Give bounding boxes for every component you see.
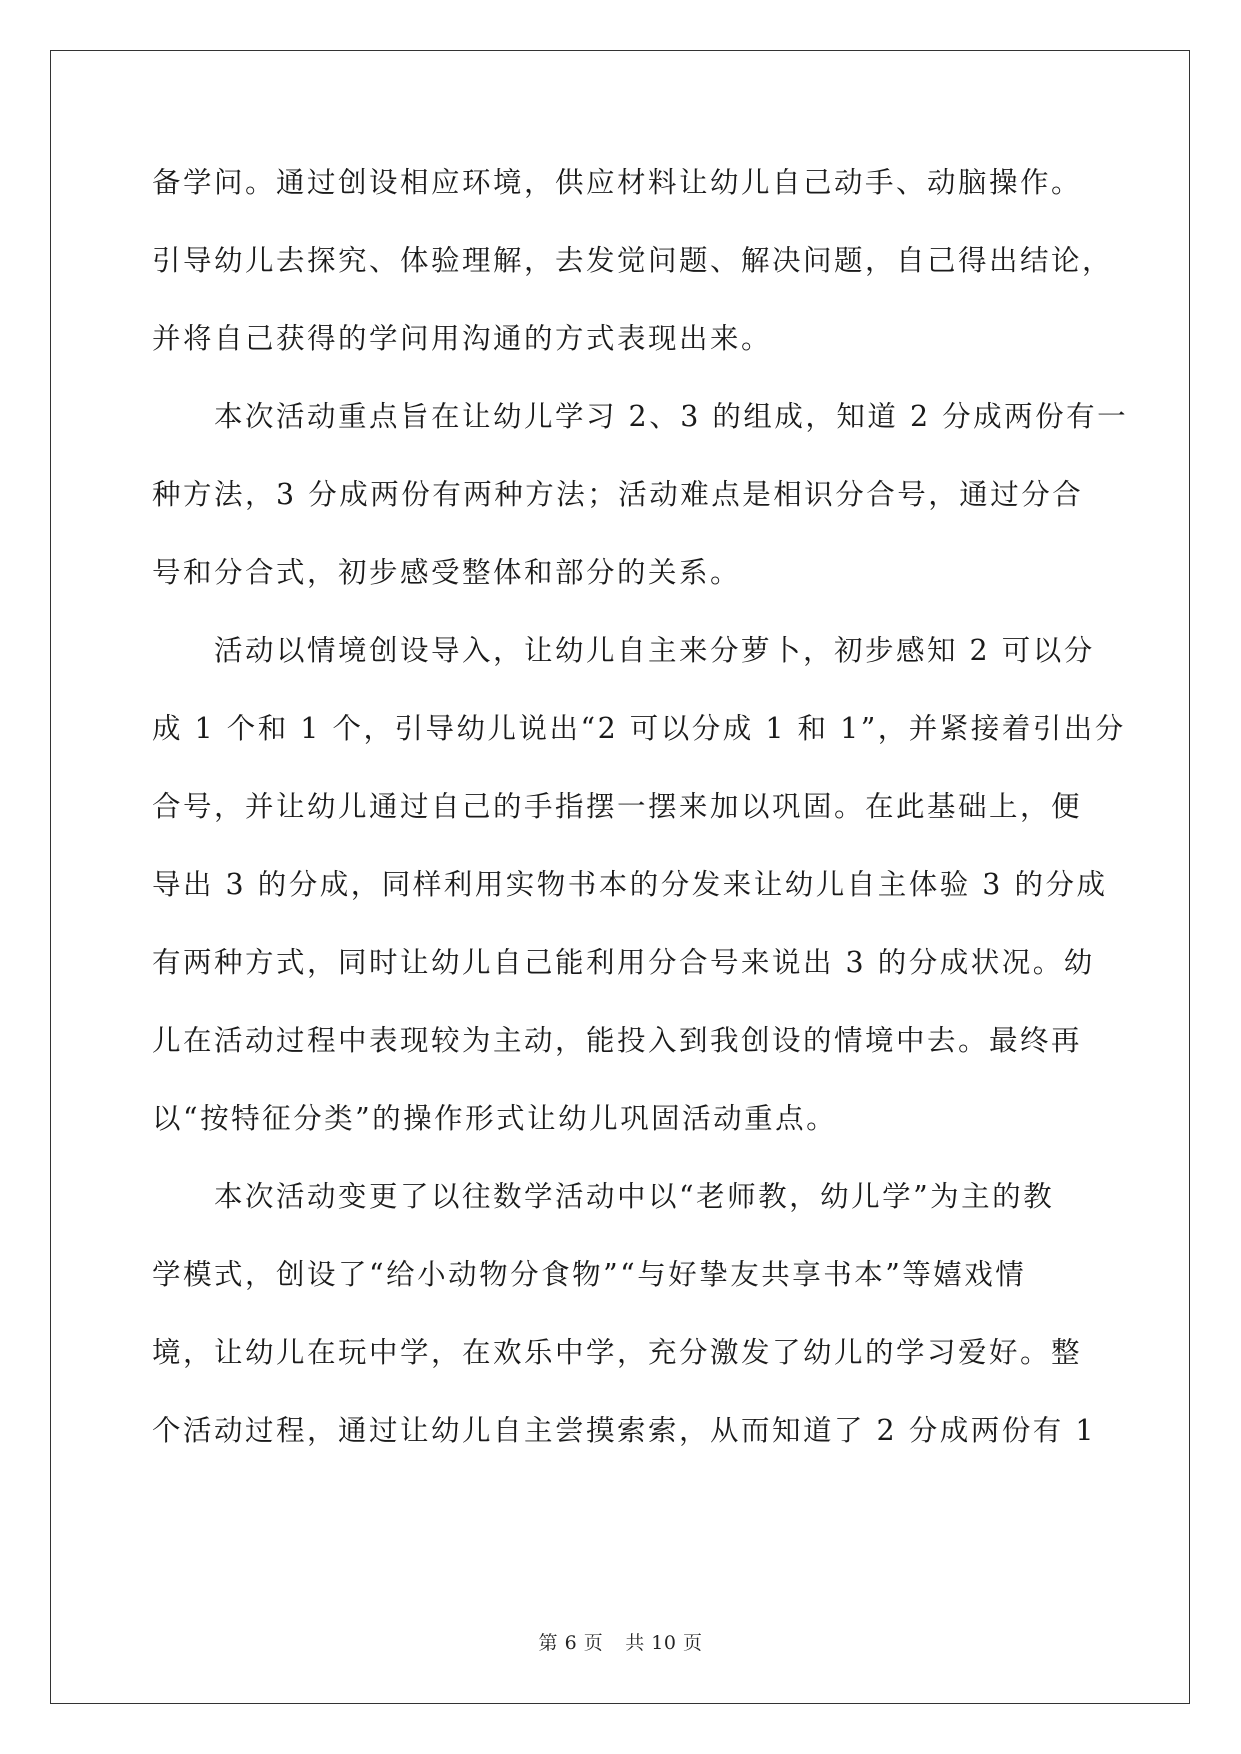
text-line-14: 本次活动变更了以往数学活动中以“老师教，幼儿学”为主的教 — [214, 1180, 1055, 1213]
text-line-13: 以“按特征分类”的操作形式让幼儿巩固活动重点。 — [152, 1102, 838, 1135]
text-line-1: 备学问。通过创设相应环境，供应材料让幼儿自己动手、动脑操作。 — [152, 166, 1083, 199]
text-line-15: 学模式，创设了“给小动物分食物”“与好挚友共享书本”等嬉戏情 — [152, 1258, 1027, 1291]
page-number-current: 第 6 页 — [538, 1632, 604, 1654]
text-line-7: 活动以情境创设导入，让幼儿自主来分萝卜，初步感知 2 可以分 — [214, 634, 1095, 667]
text-line-17: 个活动过程，通过让幼儿自主尝摸索索，从而知道了 2 分成两份有 1 — [152, 1414, 1096, 1447]
text-line-6: 号和分合式，初步感受整体和部分的关系。 — [152, 556, 742, 589]
text-line-16: 境，让幼儿在玩中学，在欢乐中学，充分激发了幼儿的学习爱好。整 — [152, 1336, 1083, 1369]
text-line-8: 成 1 个和 1 个，引导幼儿说出“2 可以分成 1 和 1”，并紧接着引出分 — [152, 712, 1126, 745]
text-line-4: 本次活动重点旨在让幼儿学习 2、3 的组成，知道 2 分成两份有一 — [214, 400, 1129, 433]
text-line-12: 儿在活动过程中表现较为主动，能投入到我创设的情境中去。最终再 — [152, 1024, 1083, 1057]
text-line-9: 合号，并让幼儿通过自己的手指摆一摆来加以巩固。在此基础上，便 — [152, 790, 1083, 823]
text-line-5: 种方法，3 分成两份有两种方法；活动难点是相识分合号，通过分合 — [152, 478, 1084, 511]
text-line-10: 导出 3 的分成，同样利用实物书本的分发来让幼儿自主体验 3 的分成 — [152, 868, 1108, 901]
document-body — [152, 160, 1129, 1486]
text-line-11: 有两种方式，同时让幼儿自己能利用分合号来说出 3 的分成状况。幼 — [152, 946, 1095, 979]
page-footer — [0, 1628, 1241, 1655]
text-line-2: 引导幼儿去探究、体验理解，去发觉问题、解决问题，自己得出结论， — [152, 244, 1114, 277]
page-number-total: 共 10 页 — [625, 1632, 703, 1654]
text-line-3: 并将自己获得的学问用沟通的方式表现出来。 — [152, 322, 773, 355]
